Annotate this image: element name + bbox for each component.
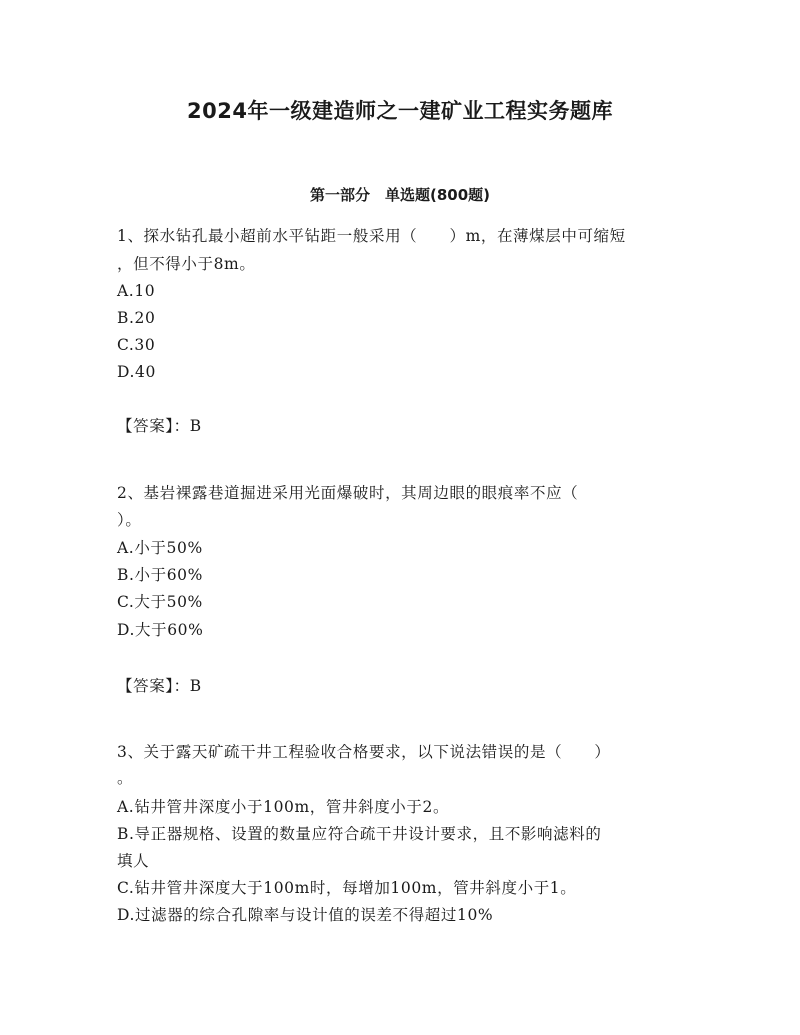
question-2-answer: 【答案】：B (117, 677, 202, 695)
question-3-option-c: C.钻井管井深度大于100m时，每增加100m，管井斜度小于1。 (117, 879, 577, 897)
section-heading: 第一部分 单选题(800题) (309, 186, 491, 204)
question-2-option-b: B.小于60% (117, 566, 203, 584)
question-3-option-a: A.钻井管井深度小于100m，管井斜度小于2。 (117, 798, 450, 816)
question-2-stem-line-2: ）。 (117, 511, 142, 529)
page-title: 2024年一级建造师之一建矿业工程实务题库 (187, 99, 613, 123)
question-2-stem-line-1: 2、基岩裸露巷道掘进采用光面爆破时，其周边眼的眼痕率不应（ (117, 484, 579, 502)
question-1-answer: 【答案】：B (117, 417, 202, 435)
question-2-option-d: D.大于60% (117, 621, 204, 639)
question-3-option-d: D.过滤器的综合孔隙率与设计值的误差不得超过10% (117, 906, 494, 924)
question-1-option-c: C.30 (117, 336, 156, 354)
question-1-stem-line-2: ，但不得小于8m。 (117, 255, 256, 273)
question-3-stem-line-2: 。 (117, 769, 134, 787)
question-2-option-a: A.小于50% (117, 539, 203, 557)
question-1-option-a: A.10 (117, 282, 156, 300)
question-3-stem-line-1: 3、关于露天矿疏干井工程验收合格要求，以下说法错误的是（ ） (117, 743, 611, 761)
question-3-option-b-line-2: 填人 (117, 852, 150, 870)
question-2-option-c: C.大于50% (117, 593, 203, 611)
question-1-stem-line-1: 1、探水钻孔最小超前水平钻距一般采用（ ）m，在薄煤层中可缩短 (117, 227, 626, 245)
question-1-option-b: B.20 (117, 309, 156, 327)
question-3-option-b-line-1: B.导正器规格、设置的数量应符合疏干井设计要求，且不影响滤料的 (117, 825, 602, 843)
question-1-option-d: D.40 (117, 363, 156, 381)
